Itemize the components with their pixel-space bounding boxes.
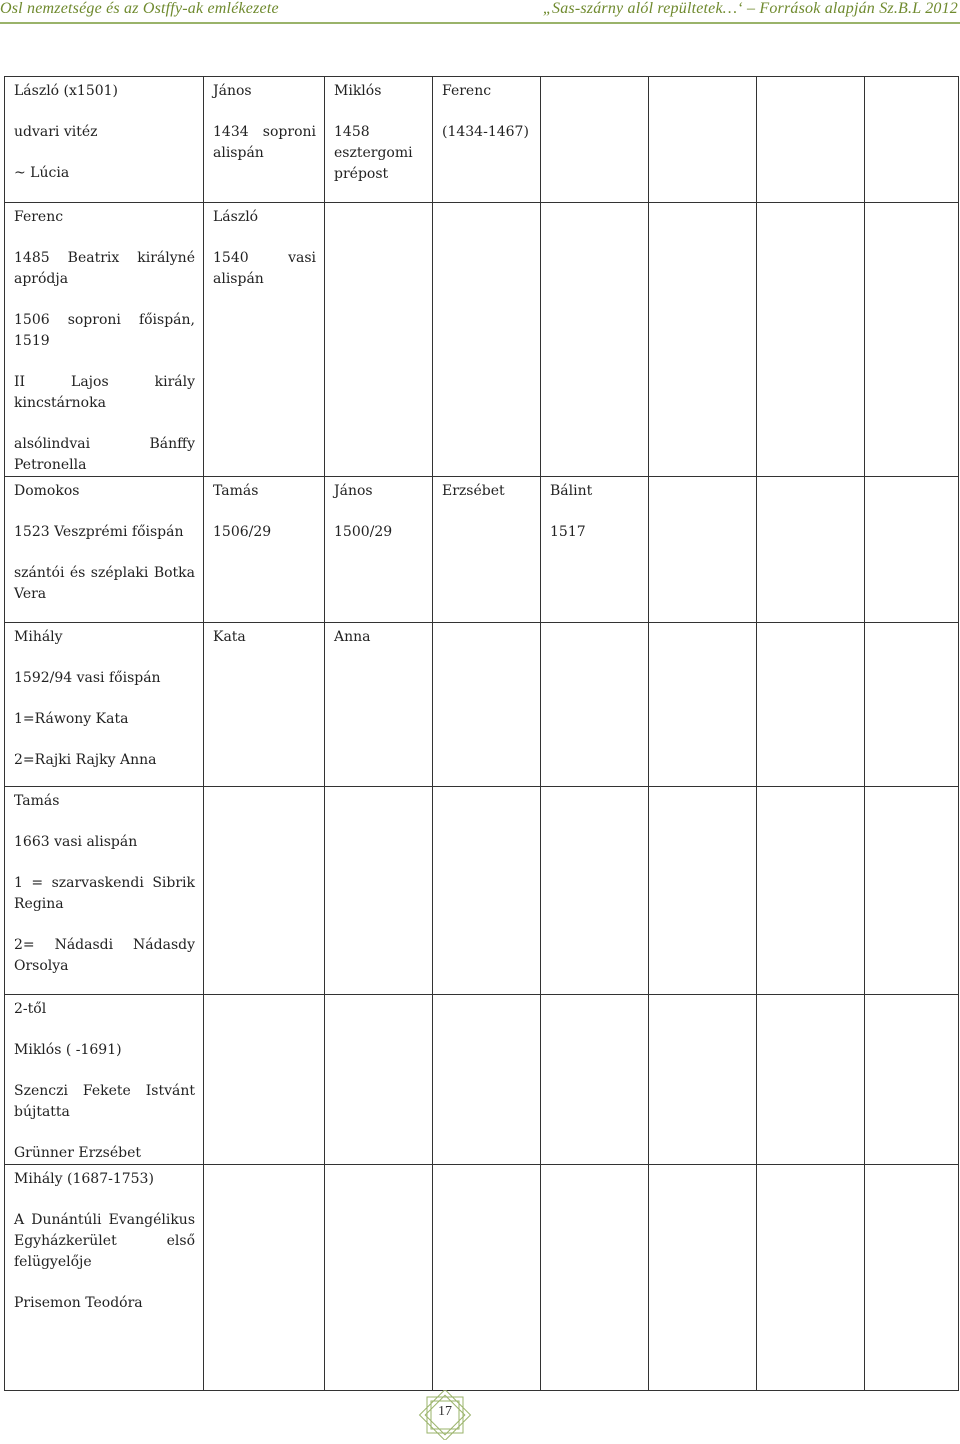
header-title-left: Osl nemzetsége és az Ostffy-ak emlékezete [0,0,279,17]
table-cell [325,77,433,203]
cell-text: 1458 esztergomi prépost [334,124,413,182]
table-cell [757,477,865,623]
table-cell [541,477,649,623]
cell-text: Prisemon Teodóra [14,1295,143,1311]
table-cell [204,203,325,477]
table-cell [541,995,649,1165]
cell-text: 1 = szarvaskendi Sibrik Regina [14,875,195,912]
cell-text: Bálint [550,483,593,499]
table-cell [541,623,649,787]
table-cell [649,203,757,477]
cell-text: 1540 vasi alispán [213,250,316,287]
table-cell [433,477,541,623]
table-cell [433,995,541,1165]
table-cell [865,477,959,623]
cell-text: 2-től [14,1001,47,1017]
cell-text: 1434 soproni alispán [213,124,316,161]
table-cell [649,1165,757,1391]
table-row [5,995,959,1165]
cell-text: 1506/29 [213,524,272,540]
cell-text: Ferenc [14,209,64,225]
table-cell [5,623,204,787]
genealogy-table [4,76,959,1391]
cell-text: Erzsébet [442,483,505,499]
table-row [5,77,959,203]
table-cell [204,77,325,203]
table-cell [433,787,541,995]
table-cell [5,787,204,995]
cell-text: László (x1501) [14,83,119,99]
table-cell [325,787,433,995]
cell-text: 2=Rajki Rajky Anna [14,752,157,768]
table-cell [204,477,325,623]
table-cell [649,477,757,623]
cell-text: Miklós ( -1691) [14,1042,122,1058]
cell-text: Ferenc [442,83,492,99]
table-row [5,477,959,623]
cell-text: Tamás [213,483,259,499]
cell-text: 1523 Veszprémi főispán [14,524,184,540]
cell-text: Mihály [14,629,63,645]
table-cell [865,995,959,1165]
cell-text: László [213,209,259,225]
table-cell [325,203,433,477]
cell-text: 1592/94 vasi főispán [14,670,161,686]
table-cell [649,995,757,1165]
table-cell [325,623,433,787]
table-cell [649,787,757,995]
table-cell [204,1165,325,1391]
cell-text: udvari vitéz [14,124,98,140]
cell-text: Miklós [334,83,382,99]
cell-text: 2= Nádasdi Nádasdy Orsolya [14,937,195,974]
cell-text: 1506 soproni főispán, 1519 [14,312,195,349]
table-cell [433,77,541,203]
table-row [5,1165,959,1391]
table-cell [541,1165,649,1391]
table-cell [865,1165,959,1391]
table-cell [865,203,959,477]
table-cell [433,203,541,477]
table-cell [204,623,325,787]
page-number: 17 [438,1404,452,1419]
table-cell [325,1165,433,1391]
table-cell [541,203,649,477]
cell-text: Grünner Erzsébet [14,1145,141,1161]
cell-text: Mihály (1687-1753) [14,1171,154,1187]
table-cell [757,995,865,1165]
table-cell [5,77,204,203]
table-cell [325,995,433,1165]
table-row [5,203,959,477]
table-cell [865,787,959,995]
cell-text: Kata [213,629,246,645]
cell-text: 1485 Beatrix királyné apródja [14,250,195,287]
page-number-ornament [417,1390,473,1440]
table-row [5,787,959,995]
header-title-right: „Sas-szárny alól repültetek…‘ – Források alapján Sz.B.L 2012 [542,0,958,17]
cell-text: 1=Ráwony Kata [14,711,129,727]
table-cell [5,995,204,1165]
table-cell [865,623,959,787]
cell-text: 1517 [550,524,586,540]
table-cell [865,77,959,203]
table-cell [757,77,865,203]
cell-text: János [334,483,373,499]
table-cell [649,623,757,787]
cell-text: Anna [334,629,371,645]
table-cell [5,203,204,477]
table-cell [5,477,204,623]
table-cell [325,477,433,623]
cell-text: II Lajos király kincstárnoka [14,374,195,411]
table-cell [433,1165,541,1391]
table-cell [757,203,865,477]
cell-text: (1434-1467) [442,124,529,140]
table-cell [204,995,325,1165]
cell-text: ~ Lúcia [14,165,70,181]
table-cell [757,1165,865,1391]
table-cell [649,77,757,203]
cell-text: 1500/29 [334,524,393,540]
table-cell [204,787,325,995]
cell-text: Domokos [14,483,80,499]
cell-text: Tamás [14,793,60,809]
page-header [0,0,960,24]
table-cell [757,787,865,995]
table-cell [757,623,865,787]
table-row [5,623,959,787]
cell-text: János [213,83,252,99]
table-cell [541,787,649,995]
table-cell [5,1165,204,1391]
cell-text: Szenczi Fekete Istvánt bújtatta [14,1083,195,1120]
cell-text: 1663 vasi alispán [14,834,138,850]
cell-text: alsólindvai Bánffy Petronella [14,436,195,473]
cell-text: A Dunántúli Evangélikus Egyházkerület első felügyelője [14,1212,195,1270]
cell-text: szántói és széplaki Botka Vera [14,565,195,602]
table-cell [433,623,541,787]
table-cell [541,77,649,203]
